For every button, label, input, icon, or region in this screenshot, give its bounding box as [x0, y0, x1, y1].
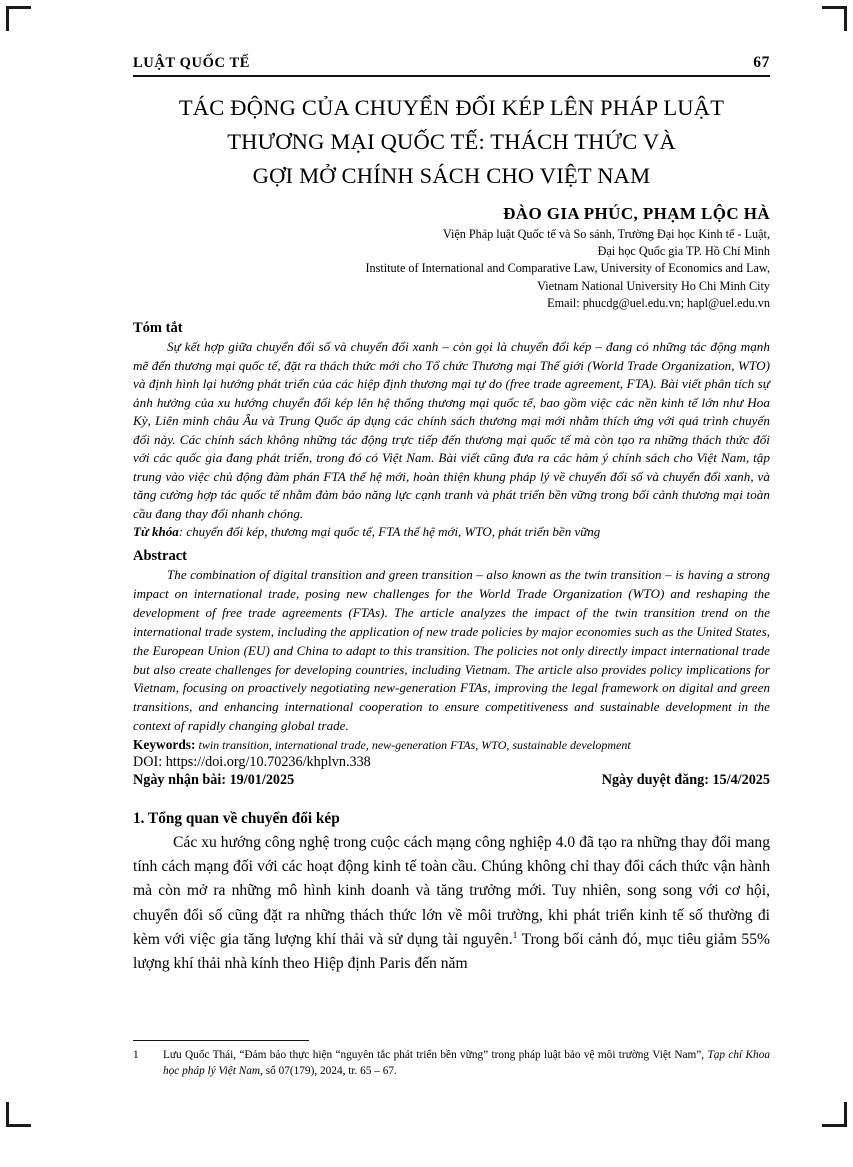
affiliation-line-1: Viện Pháp luật Quốc tế và So sánh, Trường Đại học Kinh tế - Luật, [442, 226, 770, 241]
article-title-line-1: TÁC ĐỘNG CỦA CHUYỂN ĐỔI KÉP LÊN PHÁP LUẬT [178, 95, 725, 120]
footnote-journal-title: Tạp chí Khoa học pháp lý Việt Nam [163, 1049, 771, 1078]
keywords-en-list: twin transition, international trade, new-generation FTAs, WTO, sustainable development [195, 737, 631, 752]
keywords-en-label: Keywords: [133, 736, 196, 752]
section-1-paragraph-part-1: Các xu hướng công nghệ trong cuộc cách mạng công nghiệp 4.0 đã tạo ra những thay đổi mang tính cách mạng đối với các hoạt động kinh tế toàn cầu. Chúng không chỉ thay đổi cách thức vận hành mà còn mở ra những mô hình kinh doanh và tăng trưởng mới. Tuy nhiên, song song với cơ hội, chuyển đổi số cũng đặt ra những thách thức lớn về môi trường, khi phát triển kinh tế số thường đi kèm với việc gia tăng lượng khí thải và sử dụng tài nguyên. [133, 833, 770, 948]
abstract-vi-label: Tóm tắt [133, 320, 183, 337]
footnote-item [133, 1047, 770, 1080]
author-names: ĐÀO GIA PHÚC, PHẠM LỘC HÀ [503, 203, 770, 223]
keywords-vi-list: : chuyển đổi kép, thương mại quốc tế, FTA thế hệ mới, WTO, phát triển bền vững [178, 524, 601, 540]
abstract-vi-text: Sự kết hợp giữa chuyển đổi số và chuyển đổi xanh – còn gọi là chuyển đổi kép – đang có những tác động mạnh mẽ đến thương mại quốc tế, đặt ra thách thức mới cho Tổ chức Thương mại Thế giới (World Trade Organization, WTO) và định hình lại hướng phát triển của các hiệp định thương mại tự do (free trade agreement, FTA). Bài viết phân tích sự ảnh hưởng của xu hướng chuyển đổi kép lên hệ thống thương mại quốc tế, bao gồm việc các nền kinh tế lớn như Hoa Kỳ, Liên minh châu Âu và Trung Quốc áp dụng các chính sách thương mại mới nhằm thích ứng với quá trình chuyển đổi này. Các chính sách không những tác động trực tiếp đến thương mại quốc tế mà còn tạo ra những thách thức đối với các quốc gia đang phát triển, trong đó có Việt Nam. Bài viết cũng đưa ra các hàm ý chính sách cho Việt Nam, tập trung vào việc chủ động đàm phán FTA thế hệ mới, hoàn thiện khung pháp lý về chuyển đổi số và chuyển đổi xanh, và tăng cường hợp tác quốc tế nhằm đảm bảo năng lực cạnh tranh và phát triển bền vững trong bối cảnh thương mại toàn cầu đang thay đổi nhanh chóng. [133, 339, 770, 521]
page-number: 67 [753, 54, 770, 71]
footnote-text-part-1: Lưu Quốc Thái, “Đảm bảo thực hiện “nguyên tắc phát triển bền vững” trong pháp luật bảo vệ môi trường Việt Nam”, [163, 1049, 708, 1061]
date-accepted: Ngày duyệt đăng: 15/4/2025 [601, 771, 770, 788]
doi-line[interactable]: DOI: https://doi.org/10.70236/khplvn.338 [133, 753, 371, 770]
section-1-paragraph [133, 831, 770, 976]
section-1-paragraph-part-2: Trong bối cảnh đó, mục tiêu giảm 55% lượng khí thải nhà kính theo Hiệp định Paris đến năm [133, 930, 770, 973]
footnote-text [163, 1047, 770, 1080]
author-email-line: Email: phucdg@uel.edu.vn; hapl@uel.edu.vn [547, 295, 770, 310]
crop-mark-top-right [822, 6, 847, 31]
affiliation-line-4: Vietnam National University Ho Chi Minh City [537, 278, 770, 293]
date-received: Ngày nhận bài: 19/01/2025 [133, 771, 295, 788]
affiliation-line-2: Đại học Quốc gia TP. Hồ Chí Minh [597, 243, 770, 258]
footnote-number: 1 [133, 1049, 139, 1061]
section-1-heading: 1. Tổng quan về chuyển đổi kép [133, 809, 340, 827]
crop-mark-bottom-right [822, 1102, 847, 1127]
running-head-rule [133, 75, 770, 77]
crop-mark-bottom-left [6, 1102, 31, 1127]
footnote-reference-1[interactable]: 1 [512, 930, 518, 941]
affiliation-line-3: Institute of International and Comparative Law, University of Economics and Law, [365, 261, 770, 276]
running-head [133, 54, 770, 72]
publication-dates [133, 772, 770, 789]
article-title [133, 91, 770, 194]
abstract-en-label: Abstract [133, 548, 187, 565]
crop-mark-top-left [6, 6, 31, 31]
footnote-text-part-2: , số 07(179), 2024, tr. 65 – 67. [260, 1065, 397, 1078]
article-title-line-2: THƯƠNG MẠI QUỐC TẾ: THÁCH THỨC VÀ [227, 129, 676, 155]
abstract-en-text: The combination of digital transition and green transition – also known as the twin transition – is having a strong impact on international trade, posing new challenges for the World Trade Organization (WTO) and reshaping the development of free trade agreements (FTAs). The article analyzes the impact of the twin transition trend on the international trade system, including the application of new trade policies by major economies such as the United States, the European Union (EU) and China to adapt to this transition. The policies not only directly impact international trade but also create challenges for developing countries, including Vietnam. The article also provides policy implications for Vietnam, focusing on proactively negotiating new-generation FTAs, improving the legal framework on digital and green transitions, and enhancing international cooperation to ensure competitiveness and sustainable development in the context of rapidly changing global trade. [133, 567, 770, 734]
page-content [133, 54, 770, 976]
footnote-separator-rule [133, 1040, 309, 1041]
author-affiliation [133, 226, 770, 313]
running-head-section: LUẬT QUỐC TẾ [133, 55, 251, 71]
keywords-vi [133, 524, 770, 540]
keywords-vi-label: Từ khóa [133, 524, 179, 540]
keywords-en [133, 737, 770, 753]
footnote-area [133, 1040, 770, 1080]
article-title-line-3: GỢI MỞ CHÍNH SÁCH CHO VIỆT NAM [252, 163, 651, 189]
